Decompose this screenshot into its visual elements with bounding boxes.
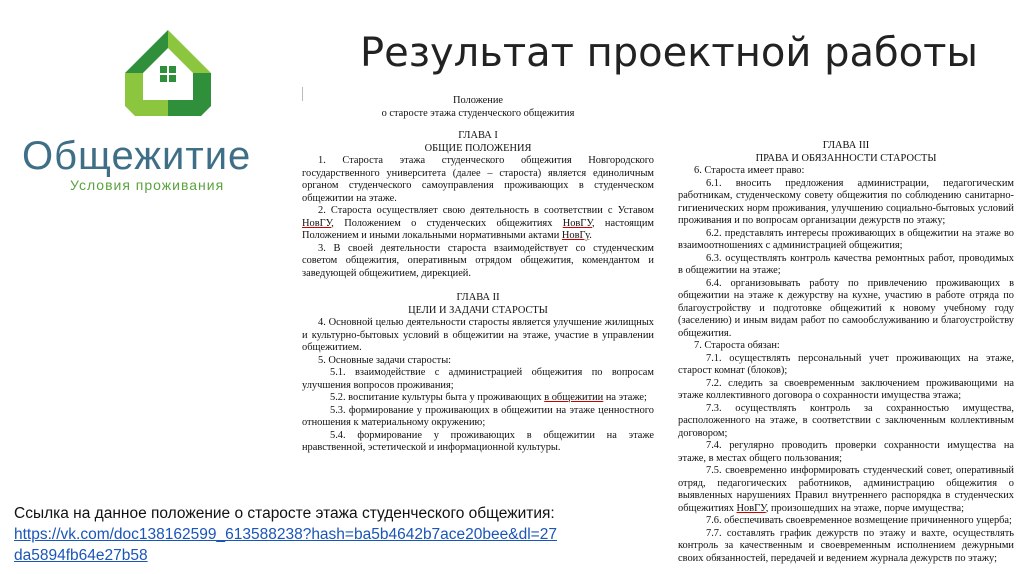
slide-title: Результат проектной работы xyxy=(360,30,978,76)
paragraph: 7.7. составлять график дежурств по этажу и вахте, осуществлять контроль за качественным и своевременным исполнением дежурными своих обязанностей, передачей и ведением журнала дежурств по этажу; xyxy=(678,527,1014,564)
document-page-right xyxy=(678,140,1014,565)
paragraph: 6.1. вносить предложения администрации, педагогическим работникам, студенческому совету общежития по соблюдению санитарно-гигиенических норм проживания, улучшению социально-бытовых условий проживания и по вопросам организации дежурств по этажу; xyxy=(678,177,1014,226)
source-caption xyxy=(14,503,664,566)
logo xyxy=(18,28,288,193)
chapter-title: ГЛАВА I xyxy=(458,130,498,141)
paragraph: 2. Староста осуществляет свою деятельность в соответствии с Уставом НовГУ, Положением о студенческих общежитиях НовГУ, настоящим Положением и иными локальными нормативными актами НовГу. xyxy=(302,205,654,241)
chapter-name: ОБЩИЕ ПОЛОЖЕНИЯ xyxy=(424,142,532,154)
paragraph: 6.2. представлять интересы проживающих в общежитии на этаже во взаимоотношениях с администрацией общежития; xyxy=(678,227,1014,251)
caption-text: Ссылка на данное положение о старосте этажа студенческого общежития: xyxy=(14,505,555,522)
document-link[interactable] xyxy=(14,524,664,566)
paragraph: 5.3. формирование у проживающих в общежитии на этаже ценностного отношения к материальному окружению; xyxy=(302,404,654,428)
document-page-left xyxy=(302,95,654,455)
paragraph: 5. Основные задачи старосты: xyxy=(318,354,452,366)
chapter-name: ПРАВА И ОБЯЗАННОСТИ СТАРОСТЫ xyxy=(755,152,937,164)
paragraph: 7.1. осуществлять персональный учет проживающих на этаже, старост комнат (блоков); xyxy=(678,352,1014,376)
paragraph: 7.6. обеспечивать своевременное возмещение причиненного ущерба; xyxy=(706,515,1012,526)
paragraph: 6. Староста имеет право: xyxy=(694,165,805,176)
paragraph: 5.1. взаимодействие с администрацией общежития по вопросам улучшения вопросов проживания; xyxy=(302,367,654,391)
doc-heading: Положение xyxy=(452,95,504,106)
paragraph: 1. Староста этажа студенческого общежития Новгородского государственного университета (далее – староста) является единоличным органом студенческого самоуправления проживающих в студенческом общежитии на этаже. xyxy=(302,155,654,204)
doc-subheading: о старосте этажа студенческого общежития xyxy=(381,107,575,119)
chapter-name: ЦЕЛИ И ЗАДАЧИ СТАРОСТЫ xyxy=(408,304,548,316)
paragraph: 6.3. осуществлять контроль качества ремонтных работ, проводимых в общежитии на этаже; xyxy=(678,252,1014,276)
chapter-title: ГЛАВА II xyxy=(456,292,500,303)
link-line-2[interactable]: da5894fb64e27b58 xyxy=(14,547,148,564)
chapter-title: ГЛАВА III xyxy=(822,140,870,151)
link-line-1[interactable]: https://vk.com/doc138162599_613588238?hash=ba5b4642b7ace20bee&dl=27 xyxy=(14,526,557,543)
house-logo-icon xyxy=(123,28,213,128)
logo-tagline: Условия проживания xyxy=(70,177,225,193)
paragraph: 6.4. организовывать работу по привлечению проживающих в общежитии на этаже к дежурству на кухне, участию в работе отряда по благоустройству и подготовке общежитий к новому учебному году (заселению) и иным видам работ по самообслуживанию и благоустройству общежития. xyxy=(678,277,1014,339)
paragraph: 4. Основной целью деятельности старосты является улучшение жилищных и культурно-бытовых условий в общежитии на этаже, участие в управлении общежитием. xyxy=(302,317,654,353)
paragraph: 7. Староста обязан: xyxy=(694,340,780,351)
paragraph: 3. В своей деятельности староста взаимодействует со студенческим советом общежития, оперативным отрядом общежития, комендантом и заведующей общежитием, дирекцией. xyxy=(302,242,654,279)
logo-name: Общежитие xyxy=(22,134,252,178)
paragraph: 5.4. формирование у проживающих в общежитии на этаже нравственной, эстетической и информационной культуры. xyxy=(302,429,654,453)
paragraph: 7.5. своевременно информировать студенческий совет, оперативный отряд, педагогических работников, администрацию общежития о выявленных нарушениях Правил внутреннего распорядка в студенческих общежитиях НовГУ, произошедших на этаже, порче имущества; xyxy=(678,465,1014,514)
paragraph: 7.2. следить за своевременным заключением проживающими на этаже коллективного договора о сохранности имущества этажа; xyxy=(678,377,1014,401)
paragraph: 7.4. регулярно проводить проверки сохранности имущества на этаже, в местах общего пользования; xyxy=(678,440,1014,464)
paragraph: 7.3. осуществлять контроль за сохранностью имущества, расположенного на этаже, в соответствии с заключенным коллективным договором; xyxy=(678,402,1014,439)
paragraph: 5.2. воспитание культуры быта у проживающих в общежитии на этаже; xyxy=(330,392,647,403)
